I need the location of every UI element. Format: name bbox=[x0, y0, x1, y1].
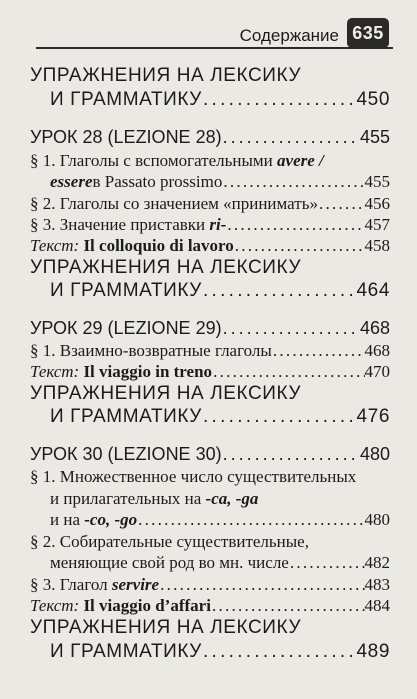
dot-leader bbox=[202, 88, 357, 112]
section-title: Содержание bbox=[239, 26, 339, 45]
toc-entry[interactable]: УПРАЖНЕНИЯ НА ЛЕКСИКУ bbox=[30, 65, 302, 86]
toc-entry[interactable]: Текст: Il colloquio di lavoro . . . 458 bbox=[30, 234, 390, 258]
toc-entry[interactable]: УПРАЖНЕНИЯ НА ЛЕКСИКУ bbox=[30, 617, 302, 638]
toc-entry[interactable]: И ГРАММАТИКУ . . . 489 bbox=[50, 640, 390, 664]
running-header bbox=[0, 18, 417, 48]
dot-leader bbox=[222, 316, 360, 340]
page-number-badge: 635 bbox=[347, 18, 389, 48]
toc-lesson-28[interactable]: УРОК 28 (LEZIONE 28) . . . 455 bbox=[30, 125, 390, 149]
toc-entry[interactable]: Текст: Il viaggio d’affari . . . 484 bbox=[30, 594, 390, 618]
dot-leader bbox=[212, 360, 364, 384]
dot-leader bbox=[202, 640, 357, 664]
toc-entry[interactable]: и на -co, -go . . . 480 bbox=[50, 508, 390, 532]
toc-entry[interactable]: essere в Passato prossimo . . . 455 bbox=[50, 170, 390, 194]
toc-entry[interactable]: УПРАЖНЕНИЯ НА ЛЕКСИКУ bbox=[30, 383, 302, 404]
dot-leader bbox=[211, 594, 365, 618]
toc-entry[interactable]: § 1. Взаимно-возвратные глаголы . . . 468 bbox=[30, 339, 390, 363]
toc-entry[interactable]: И ГРАММАТИКУ . . . 476 bbox=[50, 405, 390, 429]
dot-leader bbox=[222, 170, 364, 194]
dot-leader bbox=[202, 405, 357, 429]
dot-leader bbox=[289, 551, 365, 575]
dot-leader bbox=[222, 125, 360, 149]
page-ref: 450 bbox=[356, 89, 390, 110]
toc-entry[interactable]: Текст: Il viaggio in treno . . . 470 bbox=[30, 360, 390, 384]
dot-leader bbox=[234, 234, 365, 258]
toc-entry[interactable]: И ГРАММАТИКУ . . . 450 bbox=[50, 88, 390, 112]
dot-leader bbox=[222, 442, 360, 466]
dot-leader bbox=[202, 279, 357, 303]
toc-entry[interactable]: И ГРАММАТИКУ . . . 464 bbox=[50, 279, 390, 303]
toc-entry[interactable]: УПРАЖНЕНИЯ НА ЛЕКСИКУ bbox=[30, 257, 302, 278]
header-rule bbox=[36, 47, 393, 49]
toc-lesson-29[interactable]: УРОК 29 (LEZIONE 29) . . . 468 bbox=[30, 316, 390, 340]
toc-entry[interactable]: § 1. Глаголы с вспомогательными avere / bbox=[30, 151, 324, 170]
toc-entry[interactable]: меняющие свой род во мн. числе . . . 482 bbox=[50, 551, 390, 575]
toc-entry[interactable]: § 3. Значение приставки ri- . . . 457 bbox=[30, 213, 390, 237]
toc-entry[interactable]: § 3. Глагол servire . . . 483 bbox=[30, 573, 390, 597]
dot-leader bbox=[137, 508, 364, 532]
toc-lesson-30[interactable]: УРОК 30 (LEZIONE 30) . . . 480 bbox=[30, 442, 390, 466]
toc-entry[interactable]: и прилагательных на -ca, -ga bbox=[50, 489, 259, 508]
toc-entry[interactable]: § 2. Глаголы со значением «принимать» . . . 456 bbox=[30, 192, 390, 216]
toc-entry[interactable]: § 2. Собирательные существительные, bbox=[30, 532, 309, 551]
toc-entry[interactable]: § 1. Множественное число существительных bbox=[30, 467, 357, 486]
